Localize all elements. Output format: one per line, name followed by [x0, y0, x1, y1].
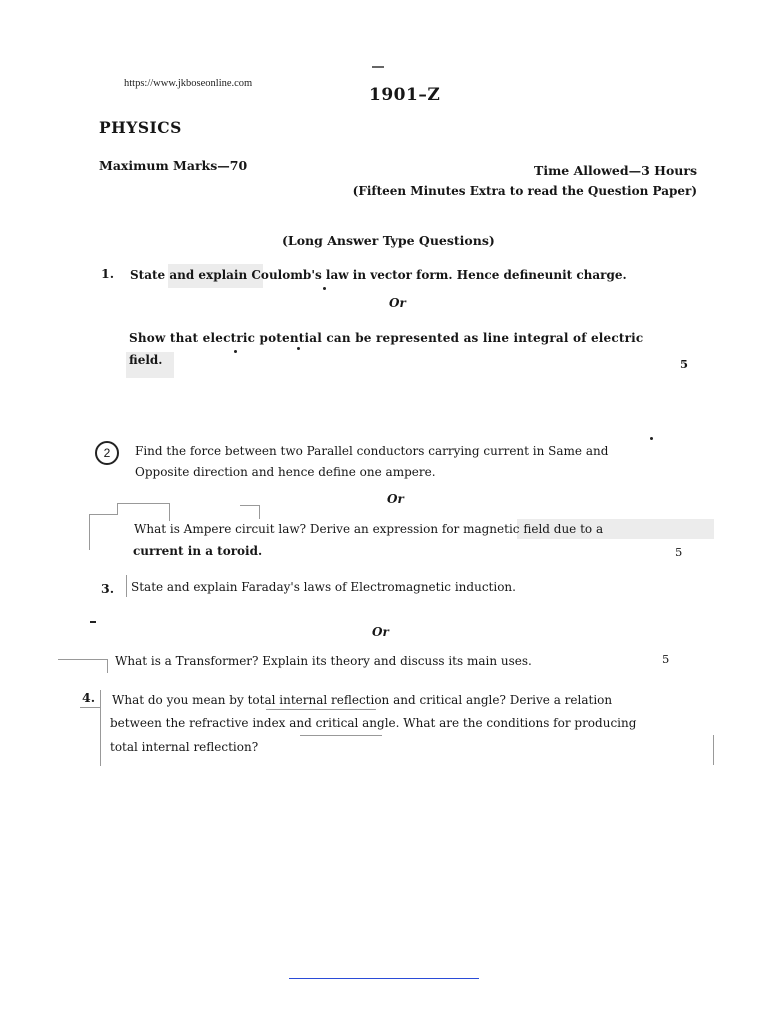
question-3-or: Or	[372, 625, 389, 639]
max-marks: Maximum Marks—70	[99, 158, 248, 173]
paper-code: 1901–Z	[369, 85, 441, 105]
question-4-line2: between the refractive index and critical angle. What are the conditions for producing	[110, 716, 637, 730]
question-4-number: 4.	[82, 690, 96, 705]
scan-line	[107, 659, 108, 673]
question-2-alt-line2: current in a toroid.	[133, 544, 263, 558]
scan-line	[169, 503, 170, 521]
scan-line	[117, 503, 169, 504]
scan-line	[126, 575, 127, 597]
question-2-line1: Find the force between two Parallel conductors carrying current in Same and	[135, 444, 609, 458]
scan-line	[713, 735, 714, 765]
scan-line	[80, 707, 100, 708]
time-allowed: Time Allowed—3 Hours	[534, 163, 697, 178]
scan-line	[89, 514, 117, 515]
question-2-or: Or	[387, 492, 404, 506]
question-4-line1: What do you mean by total internal reflection and critical angle? Derive a relation	[112, 693, 613, 707]
scan-line	[100, 690, 101, 766]
extra-time-note: (Fifteen Minutes Extra to read the Question Paper)	[352, 184, 697, 198]
question-3-text: State and explain Faraday's laws of Electromagnetic induction.	[131, 580, 516, 594]
question-4-line3: total internal reflection?	[110, 740, 259, 754]
question-2-number: 2	[95, 441, 119, 465]
question-2-marks: 5	[675, 545, 683, 559]
scan-dot	[650, 437, 653, 440]
scan-mark	[90, 621, 96, 623]
question-1-number: 1.	[101, 266, 115, 281]
scan-line	[89, 514, 90, 550]
question-1-alt-line1: Show that electric potential can be represented as line integral of electric	[129, 331, 644, 345]
question-1-or: Or	[389, 296, 406, 310]
scan-dot	[234, 350, 237, 353]
scan-line	[58, 659, 108, 660]
scan-line	[300, 735, 382, 736]
scan-line	[266, 709, 376, 710]
question-2-line2: Opposite direction and hence define one ampere.	[135, 465, 436, 479]
subject-title: PHYSICS	[99, 118, 182, 137]
scan-dot	[323, 287, 326, 290]
question-2-alt-line1: What is Ampere circuit law? Derive an expression for magnetic field due to a	[134, 522, 604, 536]
source-url: https://www.jkboseonline.com	[124, 78, 253, 89]
question-1-text: State and explain Coulomb's law in vector form. Hence defineunit charge.	[130, 268, 627, 282]
scan-line	[259, 505, 260, 519]
question-1-marks: 5	[680, 357, 689, 371]
question-3-marks: 5	[662, 652, 670, 666]
question-3-alt-text: What is a Transformer? Explain its theory and discuss its main uses.	[115, 654, 532, 668]
scan-dot	[297, 347, 300, 350]
footer-link-underline[interactable]	[289, 978, 479, 979]
scan-line	[117, 503, 118, 515]
section-title: (Long Answer Type Questions)	[282, 233, 495, 248]
question-3-number: 3.	[101, 581, 115, 596]
scan-mark	[372, 66, 384, 68]
question-1-alt-line2: field.	[129, 353, 163, 367]
scan-line	[240, 505, 260, 506]
